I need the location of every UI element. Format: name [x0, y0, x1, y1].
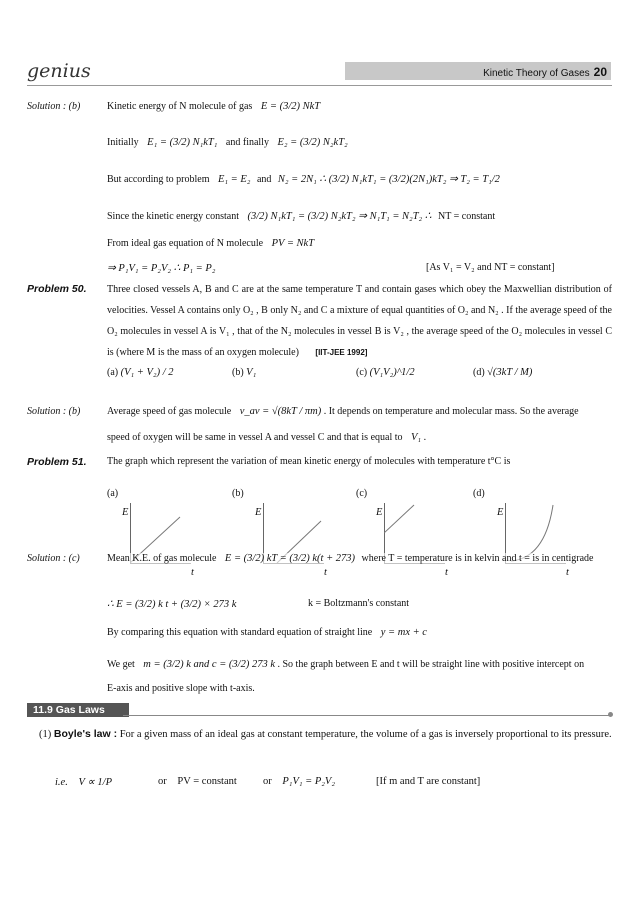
solution-line: But according to problem E₁ = E₂ and N₂ = 2N₁ ∴ (3/2) N₁kT₁ = (3/2)(2N₁)kT₂ ⇒ T₂ = T₁/2 — [107, 174, 500, 185]
solution-line: From ideal gas equation of N molecule PV = NkT — [107, 238, 315, 249]
boyle-equation-row: or P₁V₁ = P₂V₂ — [263, 776, 335, 787]
solution-label: Solution : (b) — [27, 101, 81, 112]
solution-line: E-axis and positive slope with t-axis. — [107, 683, 255, 694]
option: (d) — [473, 488, 485, 499]
solution-equation: ⇒ P₁V₁ = P₂V₂ ∴ P₁ = P₂ — [107, 263, 216, 274]
axis-label-x: t — [566, 567, 569, 578]
solution-line: Average speed of gas molecule v_av = √(8kT / πm) . It depends on temperature and molecular mass. So the average — [107, 406, 579, 417]
boyle-equation-row: i.e. V ∝ 1/P — [55, 777, 113, 788]
option: (a) — [107, 488, 119, 499]
header-bar — [345, 62, 611, 80]
axis-label-x: t — [191, 567, 194, 578]
problem-label: Problem 50. — [27, 283, 87, 295]
boyle-note: [If m and T are constant] — [376, 776, 481, 787]
page-number: 20 — [593, 65, 607, 79]
solution-line: Kinetic energy of N molecule of gas E = (3/2) NkT — [107, 101, 321, 112]
solution-note: k = Boltzmann's constant — [308, 598, 410, 609]
chapter-name: Kinetic Theory of Gases — [483, 68, 590, 79]
chapter-title — [483, 65, 607, 79]
exam-tag: [IIT-JEE 1992] — [315, 348, 368, 357]
brand-logo: genius — [27, 60, 91, 82]
option: (c) (V₁V₂)^1/2 — [356, 367, 415, 378]
problem-text: The graph which represent the variation of mean kinetic energy of molecules with temperature t°C is — [107, 456, 511, 467]
option: (b) V₁ — [232, 367, 257, 378]
boyle-equation-row: or PV = constant — [158, 776, 237, 787]
axis-label-x: t — [324, 567, 327, 578]
solution-line: Since the kinetic energy constant (3/2) N₁kT₁ = (3/2) N₂kT₂ ⇒ N₁T₁ = N₂T₂ ∴ NT = constant — [107, 211, 496, 222]
solution-label: Solution : (c) — [27, 553, 80, 564]
section-rule-dot — [608, 712, 613, 717]
problem-label: Problem 51. — [27, 456, 87, 468]
section-rule — [123, 715, 611, 716]
section-paragraph: (1) Boyle's law : For a given mass of an ideal gas at constant temperature, the volume of a gas is inversely proportional to its pressure. — [39, 728, 612, 740]
option: (c) — [356, 488, 368, 499]
solution-line: We get m = (3/2) k and c = (3/2) 273 k . So the graph between E and t will be straight line with positive intercept on — [107, 659, 585, 670]
option: (d) √(3kT / M) — [473, 367, 533, 378]
problem-text: Three closed vessels A, B and C are at the same temperature T and contain gases which obey the Maxwellian distribution of velocities. Vessel A contains only O₂ , B only N₂ and C a mixture of equal quantities of O₂ and N₂ . If the average speed of the O₂ molecules in vessel A is V₁ , that of the N₂ molecules in vessel B is V₂ , the average speed of the O₂ molecules in vessel C is (where M is the mass of an oxygen molecule) [IIT-JEE 1992] — [107, 284, 612, 358]
solution-line: Mean K.E. of gas molecule E = (3/2) kT = (3/2) k(t + 273) where T = temperature is in kelvin and t = is in centigrade — [107, 553, 594, 564]
option: (b) — [232, 488, 244, 499]
solution-equation: ∴ E = (3/2) k t + (3/2) × 273 k — [107, 599, 237, 610]
solution-line: By comparing this equation with standard equation of straight line y = mx + c — [107, 627, 427, 638]
axis-label-y: E — [376, 507, 383, 518]
axis-label-x: t — [445, 567, 448, 578]
section-heading: 11.9 Gas Laws — [27, 703, 129, 717]
solution-label: Solution : (b) — [27, 406, 81, 417]
header-rule — [27, 85, 612, 86]
axis-label-y: E — [497, 507, 504, 518]
solution-line: Initially E₁ = (3/2) N₁kT₁ and finally E₂ = (3/2) N₂kT₂ — [107, 137, 348, 148]
axis-label-y: E — [122, 507, 129, 518]
solution-line: speed of oxygen will be same in vessel A and vessel C and that is equal to V₁ . — [107, 432, 427, 443]
solution-note: [As V₁ = V₂ and NT = constant] — [426, 262, 555, 273]
axis-label-y: E — [255, 507, 262, 518]
option: (a) (V₁ + V₂) / 2 — [107, 367, 174, 378]
